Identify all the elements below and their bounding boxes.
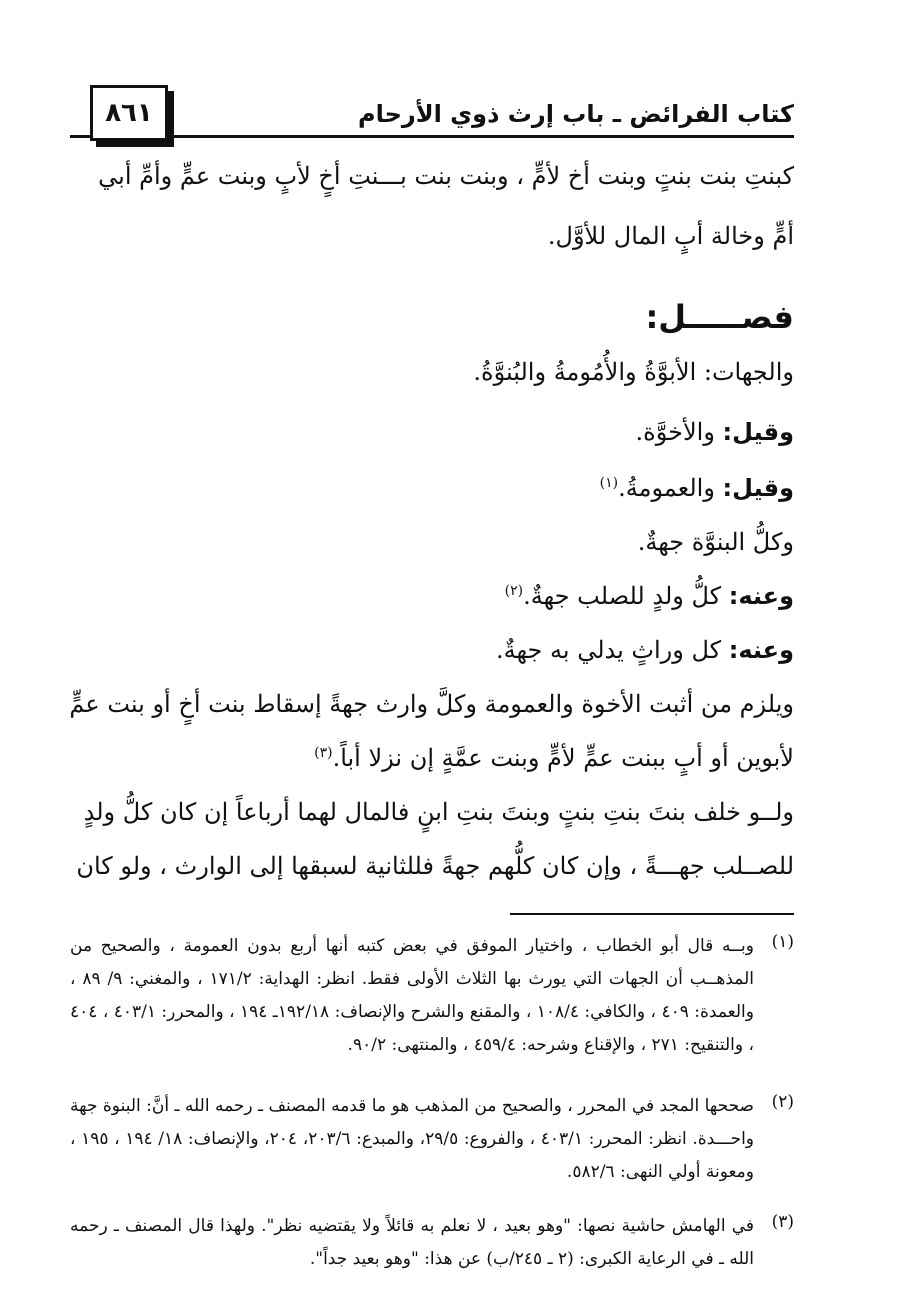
body-line-8a: ولــو خلف بنتَ بنتِ بنتٍ وبنتَ بنتِ ابنٍ فالمال لهما أرباعاً إن كان كلُّ ولدٍ	[83, 798, 794, 826]
section-title: فصـــــل:	[645, 298, 794, 336]
qil-label: وقيل:	[722, 418, 794, 446]
footnote-2: صححها المجد في المحرر ، والصحيح من المذهب هو ما قدمه المصنف ـ رحمه الله ـ أنَّ: البنوة جهة واحـــدة. انظر: المحرر: ٤٠٣/١ ، والفروع: ٢٩/٥، والمبدع: ٢٠٣/٦، ٢٠٤، والإنصاف: ١٨/ ١٩٤ ، ١٩٥ ، ومعونة أولي النهى: ٥٨٢/٦.	[70, 1096, 755, 1182]
body-line-jihat: والجهات: الأبوَّةُ والأُمُومةُ والبُنوَّةُ.	[473, 358, 794, 386]
footnote-3: في الهامش حاشية نصها: "وهو بعيد ، لا نعلم به قائلاً ولا يقتضيه نظر". ولهذا قال المصنف ـ رحمه الله ـ في الرعاية الكبرى: (٢ ـ ٢٤٥/ب) عن هذا: "وهو بعيد جداً".	[70, 1216, 754, 1269]
body-line-1: كبنتِ بنت بنتٍ وبنت أخ لأمٍّ ، وبنت بنت بـــنتِ أخٍ لأبٍ وبنت عمٍّ وأمِّ أبي	[98, 162, 794, 190]
footnote-1: وبــه قال أبو الخطاب ، واختيار الموفق في بعض كتبه أنها أربع بدون العمومة ، والصحيح من المذهــب أن الجهات التي يورث بها الثلاث الأولى فقط. انظر: الهداية: ١٧١/٢ ، والمغني: ٩/ ٨٩ ، والعمدة: ٤٠٩ ، والكافي: ١٠٨/٤ ، والمقنع والشرح والإنصاف: ١٩٢/١٨ـ ١٩٤ ، والمحرر: ٤٠٣/١ ، ٤٠٤ ، والتنقيح: ٢٧١ ، والإقناع وشرحه: ٤٥٩/٤ ، والمنتهى: ٩٠/٢.	[70, 936, 754, 1055]
qil-text: والأخوَّة.	[635, 418, 723, 446]
body-line-7a: ويلزم من أثبت الأخوة والعمومة وكلَّ وارث جهةً إسقاط بنت أخٍ أو بنت عمٍّ	[69, 690, 794, 718]
anhu-label: وعنه:	[728, 636, 794, 664]
footnote-number-3: (٣)	[771, 1212, 794, 1232]
footnote-ref-2[interactable]: (٢)	[504, 583, 524, 599]
qil-text: والعمومةُ.	[618, 474, 723, 502]
page-number: ٨٦١	[90, 85, 168, 141]
body-line-qil-1	[60, 418, 794, 446]
footnote-number-1: (١)	[771, 932, 794, 952]
qil-label: وقيل:	[722, 474, 794, 502]
body-line-bunuwwa: وكلُّ البنوَّة جهةٌ.	[637, 528, 794, 556]
body-line-2: أمٍّ وخالة أبٍ المال للأوَّل.	[547, 222, 794, 250]
anhu-label: وعنه:	[728, 582, 794, 610]
anhu-text: كل وراثٍ يدلي به جهةٌ.	[496, 636, 729, 664]
body-text: لأبوين أو أبٍ ببنت عمٍّ لأمٍّ وبنت عمَّةٍ إن نزلا أباً.	[332, 744, 794, 772]
footnote-ref-1[interactable]: (١)	[599, 475, 619, 491]
running-title: كتاب الفرائض ـ باب إرث ذوي الأرحام	[350, 100, 794, 128]
body-line-qil-2	[60, 474, 794, 502]
body-line-anhu-1	[60, 582, 794, 610]
footnote-ref-3[interactable]: (٣)	[314, 745, 333, 761]
body-line-8b: للصــلب جهـــةً ، وإن كان كلُّهم جهةً فللثانية لسبقها إلى الوارث ، ولو كان	[76, 852, 794, 880]
anhu-text: كلُّ ولدٍ للصلب جهةٌ.	[523, 582, 729, 610]
body-line-anhu-2	[60, 636, 794, 664]
body-line-7b	[60, 744, 794, 772]
footnote-separator	[510, 913, 794, 915]
header-rule	[70, 135, 794, 138]
footnote-number-2: (٢)	[771, 1092, 794, 1112]
